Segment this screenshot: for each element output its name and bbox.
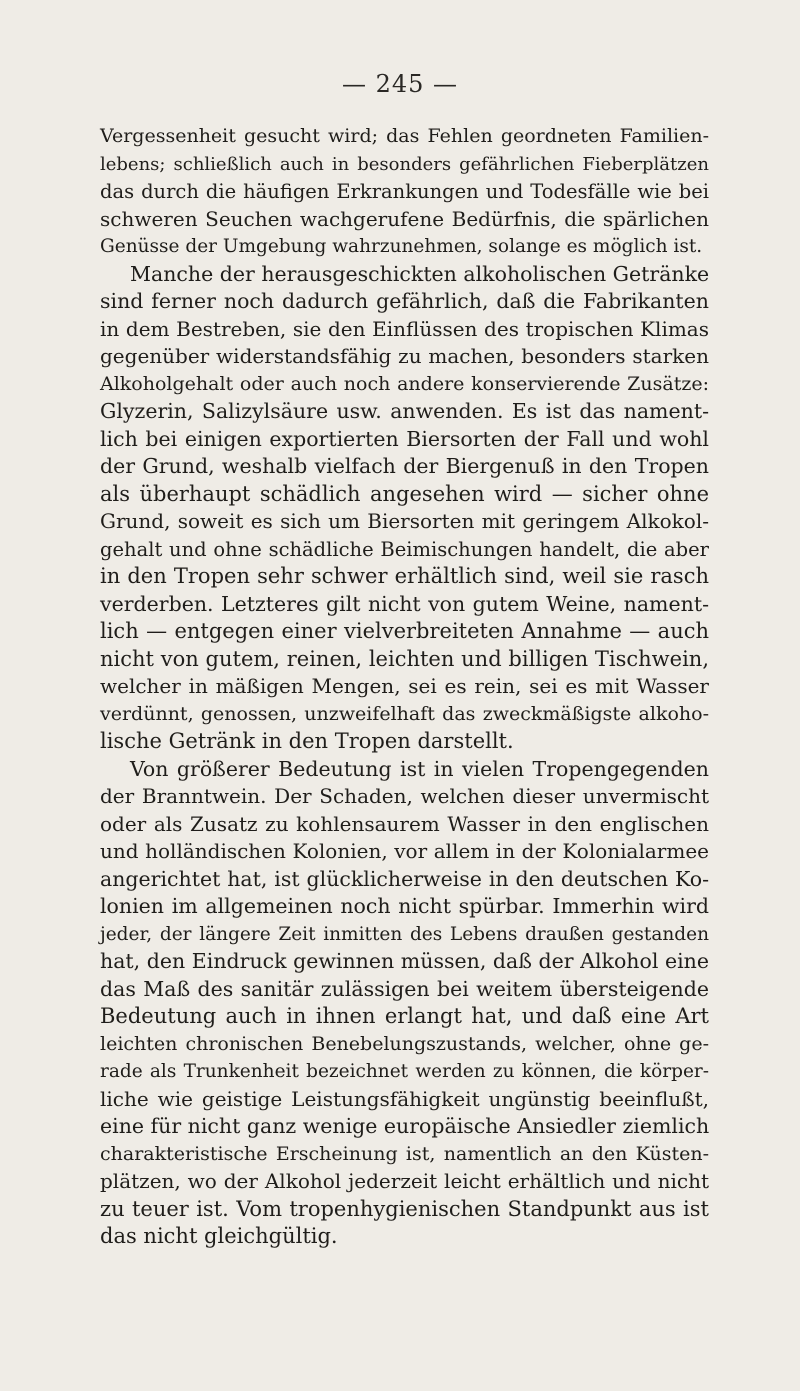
text-line: verderben. Letzteres gilt nicht von gutem Weine, nament- — [100, 591, 709, 616]
text-line: leichten chronischen Benebelungszustands, welcher, ohne ge- — [100, 1032, 709, 1055]
text-line: der Branntwein. Der Schaden, welchen dieser unvermischt — [100, 784, 709, 808]
text-line: welcher in mäßigen Mengen, sei es rein, sei es mit Wasser — [100, 674, 709, 698]
text-line: der Grund, weshalb vielfach der Biergenuß in den Tropen — [100, 454, 709, 478]
text-line: nicht von gutem, reinen, leichten und billigen Tischwein, — [100, 646, 709, 671]
text-line: charakteristische Erscheinung ist, namentlich an den Küsten- — [100, 1142, 709, 1165]
text-line: in dem Bestreben, sie den Einflüssen des tropischen Klimas — [100, 316, 709, 341]
text-line: lonien im allgemeinen noch nicht spürbar. Immerhin wird — [100, 894, 709, 918]
text-line: lich bei einigen exportierten Biersorten der Fall und wohl — [100, 426, 709, 451]
text-line: schweren Seuchen wachgerufene Bedürfnis, die spärlichen — [100, 206, 709, 231]
text-line: Von größerer Bedeutung ist in vielen Tropengegenden — [130, 756, 709, 781]
text-line: Genüsse der Umgebung wahrzunehmen, solange es möglich ist. — [100, 236, 703, 257]
text-line: Manche der herausgeschickten alkoholischen Getränke — [130, 261, 710, 286]
text-line: liche wie geistige Leistungsfähigkeit ungünstig beeinflußt, — [100, 1086, 709, 1111]
text-line: rade als Trunkenheit bezeichnet werden zu können, die körper- — [100, 1061, 709, 1082]
text-line: gehalt und ohne schädliche Beimischungen handelt, die aber — [100, 537, 709, 561]
body-text — [100, 123, 709, 1251]
page-number: — 245 — — [341, 70, 459, 98]
text-line: verdünnt, genossen, unzweifelhaft das zweckmäßigste alkoho- — [100, 702, 709, 725]
text-line: und holländischen Kolonien, vor allem in der Kolonialarmee — [100, 839, 709, 863]
text-line: zu teuer ist. Vom tropenhygienischen Standpunkt aus ist — [100, 1196, 709, 1221]
text-line: plätzen, wo der Alkohol jederzeit leicht erhältlich und nicht — [100, 1169, 709, 1193]
text-line: in den Tropen sehr schwer erhältlich sind, weil sie rasch — [100, 564, 709, 588]
text-line: Grund, soweit es sich um Biersorten mit geringem Alkokol- — [100, 509, 709, 533]
text-line: jeder, der längere Zeit inmitten des Lebens draußen gestanden — [100, 923, 709, 945]
text-line: lebens; schließlich auch in besonders gefährlichen Fieberplätzen — [100, 153, 709, 175]
text-line: lische Getränk in den Tropen darstellt. — [100, 729, 514, 753]
text-line: hat, den Eindruck gewinnen müssen, daß der Alkohol eine — [100, 949, 709, 973]
text-line: das Maß des sanitär zulässigen bei weitem übersteigende — [100, 976, 709, 1001]
text-line: das nicht gleichgültig. — [100, 1224, 338, 1248]
text-line: Glyzerin, Salizylsäure usw. anwenden. Es ist das nament- — [100, 399, 709, 423]
text-line: oder als Zusatz zu kohlensaurem Wasser in den englischen — [100, 811, 709, 836]
text-line: gegenüber widerstandsfähig zu machen, besonders starken — [100, 344, 709, 368]
text-line: lich — entgegen einer vielverbreiteten Annahme — auch — [100, 619, 709, 643]
text-line: sind ferner noch dadurch gefährlich, daß die Fabrikanten — [100, 289, 709, 313]
text-line: Vergessenheit gesucht wird; das Fehlen geordneten Familien- — [100, 125, 709, 147]
text-line: Bedeutung auch in ihnen erlangt hat, und daß eine Art — [100, 1004, 709, 1028]
text-line: angerichtet hat, ist glücklicherweise in den deutschen Ko- — [100, 866, 709, 891]
text-line: Alkoholgehalt oder auch noch andere konservierende Zusätze: — [100, 372, 709, 395]
text-line: als überhaupt schädlich angesehen wird — sicher ohne — [100, 481, 709, 506]
text-line: eine für nicht ganz wenige europäische Ansiedler ziemlich — [100, 1114, 710, 1138]
text-line: das durch die häufigen Erkrankungen und Todesfälle wie bei — [100, 180, 709, 203]
